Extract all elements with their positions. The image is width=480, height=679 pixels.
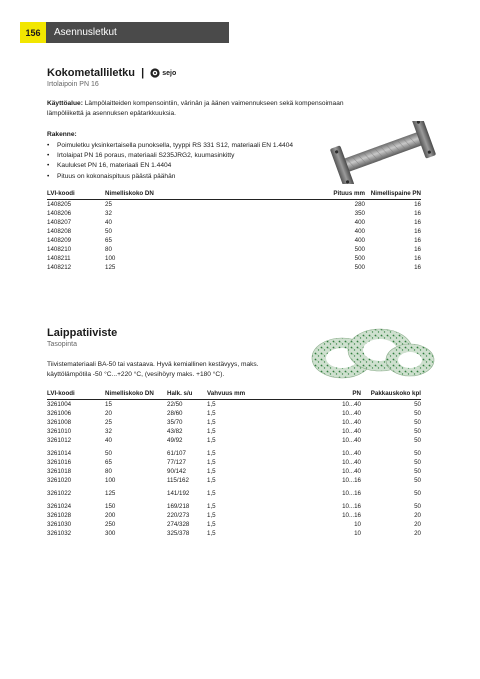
- gasket-image: [302, 322, 438, 386]
- cell-code: 3261016: [47, 459, 72, 466]
- sejo-logo: [150, 68, 176, 78]
- cell-dn: 25: [105, 201, 112, 208]
- usage-label: Käyttöalue:: [47, 100, 83, 107]
- cell-thickness: 1,5: [207, 477, 216, 484]
- col-header: Nimelliskoko DN: [105, 390, 167, 400]
- page-number: 156: [20, 22, 46, 43]
- cell-thickness: 1,5: [207, 428, 216, 435]
- cell-code: 3261010: [47, 428, 72, 435]
- col-header: Pakkauskoko kpl: [361, 390, 421, 400]
- cell-pn: 16: [414, 210, 421, 217]
- structure-label: Rakenne:: [47, 131, 77, 138]
- cell-code: 1408206: [47, 210, 72, 217]
- cell-thickness: 1,5: [207, 512, 216, 519]
- cell-diameter: 141/192: [167, 490, 190, 497]
- table-row: [47, 200, 421, 210]
- cell-thickness: 1,5: [207, 503, 216, 510]
- cell-code: 3261030: [47, 521, 72, 528]
- cell-diameter: 325/378: [167, 530, 190, 537]
- list-item: • Pituus on kokonaispituus päästä päähän: [47, 172, 327, 182]
- table-row: [47, 458, 421, 467]
- cell-dn: 125: [105, 264, 116, 271]
- structure-list: [47, 141, 327, 182]
- cell-pn: 10...16: [342, 503, 361, 510]
- cell-code: 1408208: [47, 228, 72, 235]
- table-row: [47, 254, 421, 263]
- cell-pack: 50: [414, 428, 421, 435]
- list-item: • Irtolaipat PN 16 poraus, materiaali S235JRG2, kuumasinkitty: [47, 151, 327, 161]
- sejo-logo-icon: [150, 68, 160, 78]
- product-title-text: Kokometalliletku: [47, 67, 136, 79]
- table-row: [47, 485, 421, 498]
- cell-pn: 10...16: [342, 477, 361, 484]
- col-header: LVI-koodi: [47, 390, 105, 400]
- cell-thickness: 1,5: [207, 530, 216, 537]
- cell-dn: 65: [105, 459, 112, 466]
- cell-thickness: 1,5: [207, 459, 216, 466]
- cell-pack: 50: [414, 450, 421, 457]
- gasket-subtitle: Tasopinta: [47, 341, 77, 348]
- cell-code: 3261012: [47, 437, 72, 444]
- cell-code: 1408207: [47, 219, 72, 226]
- cell-pn: 10...40: [342, 459, 361, 466]
- cell-pn: 10...40: [342, 401, 361, 408]
- cell-dn: 250: [105, 521, 116, 528]
- cell-thickness: 1,5: [207, 450, 216, 457]
- cell-code: 3261022: [47, 490, 72, 497]
- cell-length: 350: [354, 210, 365, 217]
- usage-text: Lämpölaitteiden kompensointiin, värinän ja äänen vaimennukseen sekä kompensoimaan lämpöliikettä ja asennuksen epätarkkuuksia.: [47, 100, 344, 117]
- cell-code: 3261028: [47, 512, 72, 519]
- cell-pn: 16: [414, 264, 421, 271]
- list-item: • Kaulukset PN 16, materiaali EN 1.4404: [47, 161, 327, 171]
- cell-pack: 50: [414, 410, 421, 417]
- table-row: [47, 227, 421, 236]
- cell-pn: 10...40: [342, 410, 361, 417]
- cell-pn: 10...16: [342, 512, 361, 519]
- cell-pn: 10...40: [342, 419, 361, 426]
- cell-length: 400: [354, 237, 365, 244]
- table-row: [47, 236, 421, 245]
- table-row: [47, 245, 421, 254]
- cell-pn: 16: [414, 255, 421, 262]
- cell-dn: 25: [105, 419, 112, 426]
- cell-code: 3261018: [47, 468, 72, 475]
- cell-pn: 16: [414, 219, 421, 226]
- cell-dn: 100: [105, 255, 116, 262]
- table-row: [47, 520, 421, 529]
- cell-code: 3261032: [47, 530, 72, 537]
- cell-dn: 15: [105, 401, 112, 408]
- table-row: [47, 418, 421, 427]
- cell-diameter: 61/107: [167, 450, 186, 457]
- table-row: [47, 218, 421, 227]
- cell-diameter: 169/218: [167, 503, 190, 510]
- cell-dn: 20: [105, 410, 112, 417]
- cell-length: 500: [354, 255, 365, 262]
- cell-diameter: 115/162: [167, 477, 189, 484]
- cell-thickness: 1,5: [207, 401, 216, 408]
- table-row: [47, 476, 421, 485]
- col-header: Nimelliskoko DN: [105, 190, 285, 200]
- cell-dn: 32: [105, 428, 112, 435]
- usage-paragraph: [47, 99, 347, 119]
- cell-length: 500: [354, 246, 365, 253]
- cell-thickness: 1,5: [207, 490, 216, 497]
- col-header: LVI-koodi: [47, 190, 105, 200]
- cell-pn: 10...40: [342, 428, 361, 435]
- cell-pn: 16: [414, 246, 421, 253]
- table-row: [47, 400, 421, 410]
- cell-code: 3261004: [47, 401, 72, 408]
- cell-diameter: 43/82: [167, 428, 183, 435]
- col-header: Halk. s/u: [167, 390, 207, 400]
- cell-diameter: 274/328: [167, 521, 190, 528]
- cell-diameter: 90/142: [167, 468, 186, 475]
- cell-pn: 16: [414, 201, 421, 208]
- cell-dn: 100: [105, 477, 116, 484]
- table-row: [47, 498, 421, 511]
- cell-code: 1408209: [47, 237, 72, 244]
- cell-pack: 50: [414, 503, 421, 510]
- gasket-table: [47, 390, 421, 538]
- cell-diameter: 28/60: [167, 410, 183, 417]
- cell-dn: 300: [105, 530, 116, 537]
- cell-length: 500: [354, 264, 365, 271]
- cell-pn: 10...40: [342, 437, 361, 444]
- hose-table: [47, 190, 421, 272]
- page-header: [20, 22, 229, 43]
- cell-pn: 10: [354, 521, 361, 528]
- col-header: Nimellispaine PN: [365, 190, 421, 200]
- section-title: Asennusletkut: [46, 22, 229, 43]
- cell-length: 280: [354, 201, 365, 208]
- table-row: [47, 263, 421, 272]
- cell-dn: 40: [105, 219, 112, 226]
- cell-dn: 80: [105, 246, 112, 253]
- gasket-title: Laippatiiviste: [47, 327, 118, 339]
- cell-dn: 125: [105, 490, 116, 497]
- cell-code: 3261024: [47, 503, 72, 510]
- cell-dn: 65: [105, 237, 112, 244]
- table-row: [47, 529, 421, 538]
- cell-pack: 50: [414, 437, 421, 444]
- cell-dn: 32: [105, 210, 112, 217]
- table-row: [47, 445, 421, 458]
- col-header: PN: [307, 390, 361, 400]
- cell-thickness: 1,5: [207, 521, 216, 528]
- gasket-description: Tiivistemateriaali BA-50 tai vastaava. Hyvä kemiallinen kestävyys, maks. käyttölämpötila -50 °C...+220 °C, (vesihöyry maks. +180 °C).: [47, 361, 259, 378]
- product-subtitle: Irtolaipoin PN 16: [47, 81, 99, 88]
- table-row: [47, 427, 421, 436]
- cell-code: 3261006: [47, 410, 72, 417]
- cell-thickness: 1,5: [207, 410, 216, 417]
- cell-pack: 50: [414, 468, 421, 475]
- cell-pack: 50: [414, 477, 421, 484]
- cell-code: 3261020: [47, 477, 72, 484]
- metal-hose-image: [326, 121, 440, 184]
- cell-dn: 50: [105, 228, 112, 235]
- title-separator: |: [141, 67, 145, 79]
- cell-length: 400: [354, 219, 365, 226]
- cell-dn: 200: [105, 512, 116, 519]
- cell-diameter: 35/70: [167, 419, 183, 426]
- cell-length: 400: [354, 228, 365, 235]
- cell-pn: 10...40: [342, 450, 361, 457]
- cell-diameter: 22/50: [167, 401, 183, 408]
- cell-pn: 10...16: [342, 490, 361, 497]
- cell-thickness: 1,5: [207, 468, 216, 475]
- cell-pn: 10...40: [342, 468, 361, 475]
- brand-name: sejo: [162, 69, 177, 77]
- cell-pack: 20: [414, 512, 421, 519]
- cell-pn: 16: [414, 228, 421, 235]
- cell-code: 1408211: [47, 255, 71, 262]
- table-row: [47, 409, 421, 418]
- cell-code: 3261014: [47, 450, 72, 457]
- table-row: [47, 209, 421, 218]
- table-row: [47, 511, 421, 520]
- cell-pn: 10: [354, 530, 361, 537]
- cell-code: 1408205: [47, 201, 72, 208]
- cell-pack: 50: [414, 419, 421, 426]
- cell-pack: 50: [414, 459, 421, 466]
- cell-dn: 40: [105, 437, 112, 444]
- col-header: Pituus mm: [285, 190, 365, 200]
- table-row: [47, 467, 421, 476]
- cell-pack: 20: [414, 521, 421, 528]
- cell-thickness: 1,5: [207, 437, 216, 444]
- col-header: Vahvuus mm: [207, 390, 307, 400]
- cell-pack: 50: [414, 490, 421, 497]
- cell-diameter: 220/273: [167, 512, 190, 519]
- cell-code: 1408212: [47, 264, 72, 271]
- cell-pack: 20: [414, 530, 421, 537]
- cell-dn: 80: [105, 468, 112, 475]
- list-item: • Poimuletku yksinkertaisella punoksella, tyyppi RS 331 S12, materiaali EN 1.4404: [47, 141, 327, 151]
- table-row: [47, 436, 421, 445]
- cell-dn: 50: [105, 450, 112, 457]
- product-title: [47, 67, 176, 79]
- cell-diameter: 77/127: [167, 459, 186, 466]
- cell-diameter: 49/92: [167, 437, 183, 444]
- cell-code: 3261008: [47, 419, 72, 426]
- cell-pn: 16: [414, 237, 421, 244]
- cell-dn: 150: [105, 503, 116, 510]
- cell-thickness: 1,5: [207, 419, 216, 426]
- cell-pack: 50: [414, 401, 421, 408]
- cell-code: 1408210: [47, 246, 72, 253]
